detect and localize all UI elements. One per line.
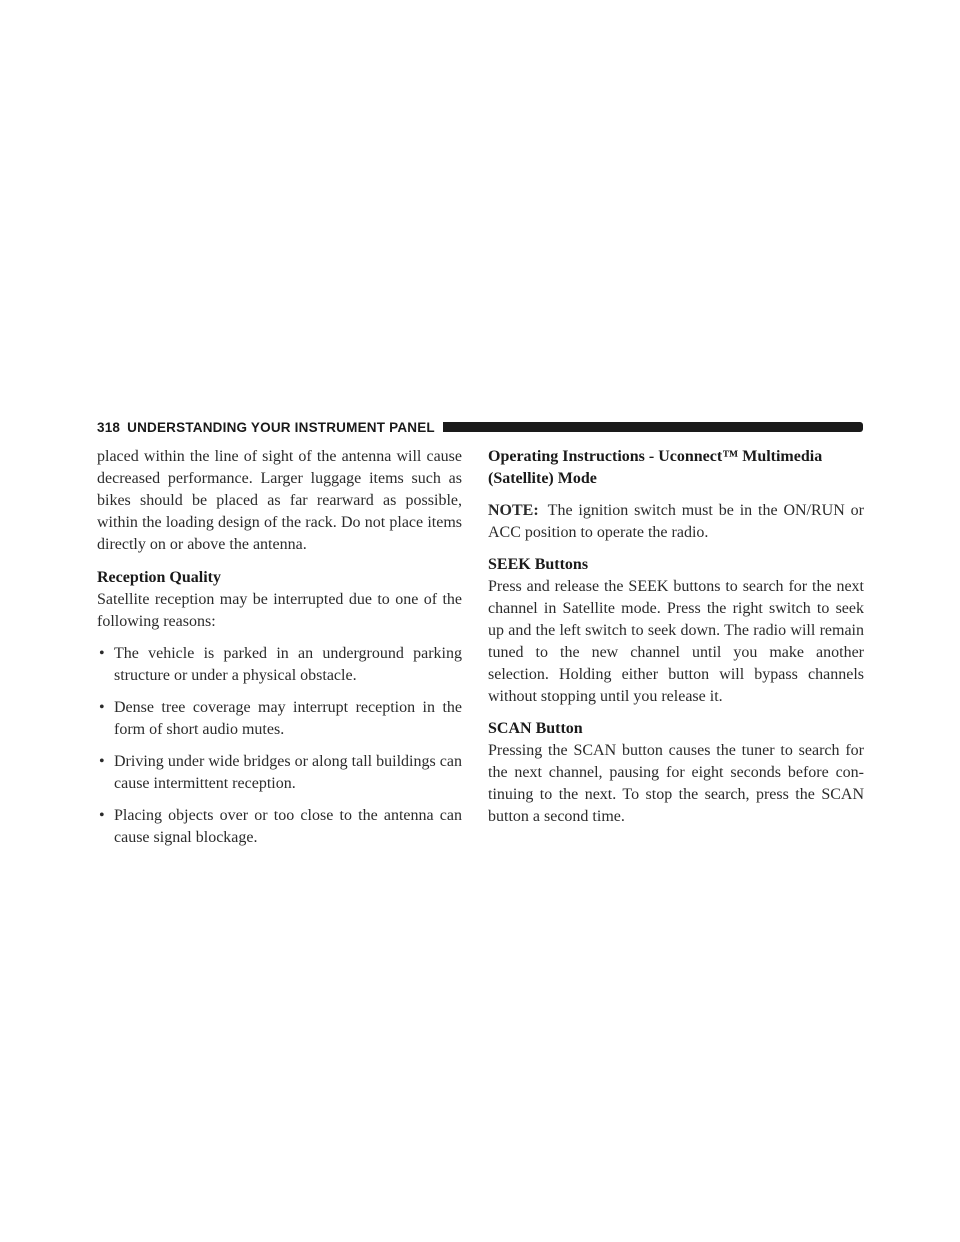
right-column — [488, 446, 864, 828]
left-column — [97, 446, 462, 849]
list-item-text: Driving under wide bridges or along tall buildings can cause intermittent reception. — [114, 753, 462, 792]
list-item-text: Dense tree coverage may interrupt reception in the form of short audio mutes. — [114, 699, 462, 738]
reception-quality-heading: Reception Quality — [97, 569, 221, 586]
header-rule — [443, 422, 863, 432]
list-item — [97, 697, 462, 741]
list-item — [97, 751, 462, 795]
bullet-icon: • — [99, 807, 105, 824]
list-item — [97, 643, 462, 687]
seek-buttons-heading: SEEK Buttons — [488, 556, 589, 573]
reception-intro: Satellite reception may be interrupted due to one of the following reasons: — [97, 591, 462, 630]
bullet-icon: • — [99, 753, 105, 770]
scan-paragraph: Pressing the SCAN button causes the tuner to search for the next channel, pausing for eight seconds before con-tinuing to the next. To stop the search, press the SCAN button a second time. — [488, 742, 864, 825]
reception-issues-list — [97, 643, 462, 849]
scan-button-heading: SCAN Button — [488, 720, 583, 737]
operating-instructions-heading: Operating Instructions - Uconnect™ Multimedia (Satellite) Mode — [488, 448, 823, 487]
note-paragraph — [488, 500, 864, 544]
intro-paragraph: placed within the line of sight of the antenna will cause decreased performance. Larger luggage items such as bikes should be placed as far rearward as possible, within the loading design of the rack. Do not place items directly on or above the antenna. — [97, 448, 462, 553]
bullet-icon: • — [99, 645, 105, 662]
note-text: The ignition switch must be in the ON/RUN or ACC position to operate the radio. — [488, 502, 864, 541]
note-label: NOTE: — [488, 502, 539, 519]
page-header — [97, 417, 863, 437]
seek-paragraph: Press and release the SEEK buttons to search for the next channel in Satellite mode. Press the right switch to seek up and the left switch to seek down. The radio will remain tuned to the new channel until you make another selection. Holding either button will bypass channels without stopping until you release it. — [488, 578, 864, 705]
page-number: 318 — [97, 419, 121, 435]
list-item-text: Placing objects over or too close to the antenna can cause signal blockage. — [114, 807, 462, 846]
list-item-text: The vehicle is parked in an underground parking structure or under a physical obstacle. — [114, 645, 462, 684]
section-title: UNDERSTANDING YOUR INSTRUMENT PANEL — [127, 419, 435, 435]
bullet-icon: • — [99, 699, 105, 716]
list-item — [97, 805, 462, 849]
